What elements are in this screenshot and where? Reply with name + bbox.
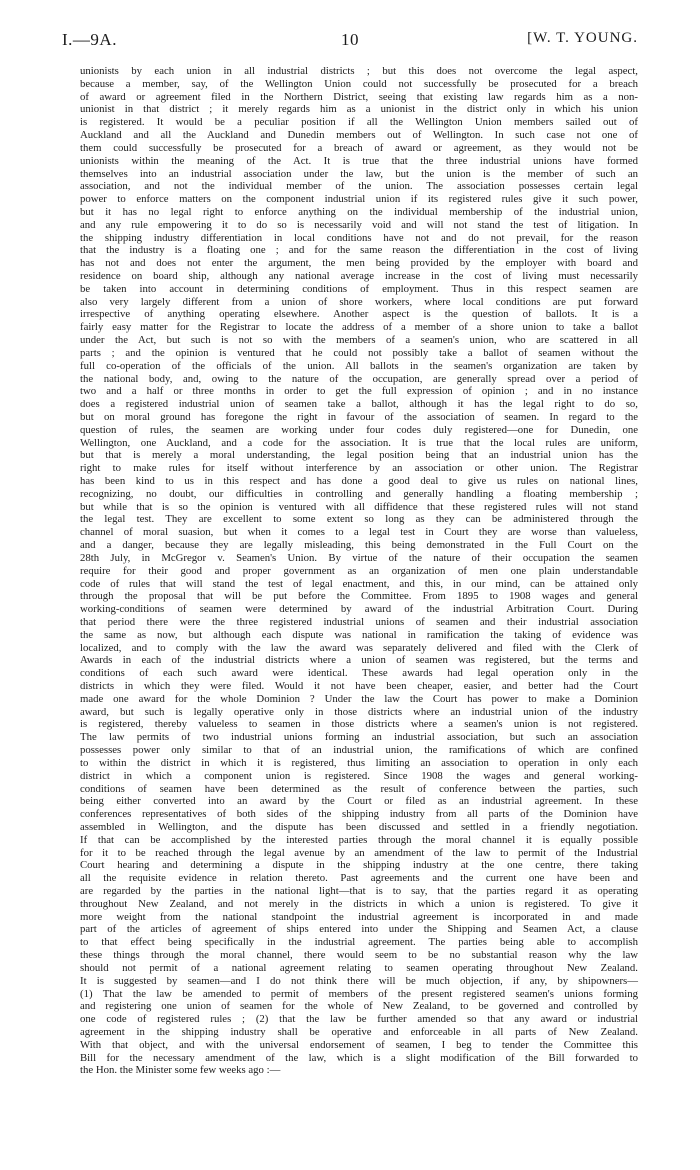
text-line: power to enforce matters on the component industrial union if its registered rules give it such power, (80, 193, 638, 206)
text-line: channel of moral suasion, but when it comes to a legal test in Court they are worse than valueless, (80, 526, 638, 539)
text-line: of award or agreement filed in the Northern District, seeing that existing law regards him as a non- (80, 90, 638, 103)
text-line: the legal test. They are excellent to some extent so long as they can be administered through the (80, 513, 638, 526)
text-line: Wellington, one Auckland, and a code for the association. It is true that the local rules are uniform, (80, 436, 638, 449)
text-line: The law permits of two industrial unions forming an industrial association, but such an association (80, 731, 638, 744)
text-line: the national body, and, owing to the nature of the occupation, are generally spread over a period of (80, 372, 638, 385)
document-reference: I.—9A. (62, 30, 117, 49)
text-line: assembled in Wellington, and the dispute has been discussed and settled in a friendly negotiation. (80, 820, 638, 833)
text-line: and registering one union of seamen for the whole of New Zealand, to be governed and controlled by (80, 1000, 638, 1013)
text-line: the Hon. the Minister some few weeks ago :— (80, 1064, 281, 1077)
text-line: conditions of seamen have been determined as the result of conference between the parties, such (80, 782, 638, 795)
text-line: throughout New Zealand, and not merely in the districts in which a union is registered. To give it (80, 897, 638, 910)
text-line: unionists by each union in all industrial districts ; but this does not overcome the legal aspect, (80, 65, 638, 77)
text-line: require for their good and proper government as an organization of men one plain understandable (80, 564, 638, 577)
text-line: is registered, thereby valueless to seamen in those districts where a seamen's union is not registered. (80, 718, 638, 731)
text-line: be taken into account in determining conditions of employment. Thus in this respect seamen are (80, 282, 638, 295)
text-line: all the requisite evidence in relation thereto. Past agreements and the current one have been and (80, 872, 638, 885)
text-line: conditions of each such award were identical. These awards had legal operation only in the (80, 667, 638, 680)
text-line: under the Act, but such is not so with the members of a seamen's union, who are scattered in all (80, 334, 638, 347)
text-line: With that object, and with the universal endorsement of seamen, I beg to tender the Committee this (80, 1038, 638, 1051)
text-line: Awards in each of the industrial districts where a union of seamen was registered, but the terms and (80, 654, 638, 667)
text-line: code of rules that will stand the test of legal enactment, and this, in our mind, can be attained only (80, 577, 638, 590)
text-line: because a member, say, of the Wellington Union could not successfully be prosecuted for a breach (80, 77, 638, 90)
text-line: does a registered industrial union of seamen take a ballot, although it has the legal right to do so, (80, 398, 638, 411)
text-line: but that is merely a moral understanding, the legal position being that an industrial union has the (80, 449, 638, 462)
text-line: through the proposal that will be put before the Committee. From 1895 to 1908 wages and general (80, 590, 638, 603)
text-line: association, and not the individual member of the union. The association possesses certain legal (80, 180, 638, 193)
text-line: part of the articles of agreement of ships entered into under the Shipping and Seamen Act, a clause (80, 923, 638, 936)
text-line: has not and does not enter the argument, the men being provided by the employer with board and (80, 257, 638, 270)
text-line: irrespective of anything operating elsewhere. Another aspect is the question of ballots. It is a (80, 308, 638, 321)
text-line: one code of registered rules ; (2) that the law be further amended so that any award or industrial (80, 1013, 638, 1026)
text-line: that period there were the three registered industrial unions of seamen and their industrial association (80, 615, 638, 628)
text-line: right to make rules for itself without interference by an association or other union. The Registrar (80, 462, 638, 475)
text-line: has been kind to us in this respect and has done a good deal to give us rules on national lines, (80, 475, 638, 487)
text-line: recognizing, no doubt, our difficulties in controlling and generally handling a floating membership ; (80, 487, 638, 500)
text-line: them could successfully be prosecuted for a breach of award or agreement, as they would not be (80, 141, 638, 154)
text-line: to within the district in which it is registered, thus limiting an association to operation in only each (80, 756, 638, 769)
text-line: more weight from the national standpoint the industrial agreement is incorporated in and made (80, 910, 638, 923)
text-line: these things through the moral channel, there would seem to be no substantial reason why the law (80, 949, 638, 962)
witness-name: [W. T. YOUNG. (527, 30, 638, 46)
text-line: and a danger, because they are legally misleading, this being demonstrated in the Full Court on the (80, 539, 638, 552)
text-line: to that effect being specifically in the industrial agreement. The parties being able to accomplish (80, 936, 638, 949)
text-line: the shipping industry differentiation in local conditions have not and do not prevail, for the reason (80, 231, 638, 244)
text-line: Auckland and all the Auckland and Dunedin members out of Wellington. In such case not one of (80, 129, 638, 142)
text-line: If that can be accomplished by the interested parties through the moral channel it is equally possible (80, 833, 638, 846)
page-number: 10 (341, 30, 359, 49)
text-line: made one award for the whole Dominion ? Under the law the Court has power to make a Dominion (80, 692, 638, 705)
text-line: for it to be reached through the legal avenue by an amendment of the law to permit of the Industrial (80, 846, 638, 859)
text-line: localized, and to comply with the law the award was separately delivered and filed with the Clerk of (80, 641, 638, 654)
text-line: award, but such is legally operative only in those districts where an industrial union of the industry (80, 705, 638, 718)
text-line: parts ; and the opinion is ventured that he could not possibly take a ballot of seamen without the (80, 346, 638, 359)
text-line: full co-operation of the officials of the union. All ballots in the seamen's organization are taken by (80, 359, 638, 372)
text-line: fairly easy matter for the Registrar to locate the address of a member of a shore union to take a ballot (80, 321, 638, 334)
text-line: also very largely different from a union of shore workers, where local conditions are put forward (80, 295, 638, 308)
text-line: 28th July, in McGregor v. Seamen's Union. By virtue of the nature of their occupation the seamen (80, 551, 638, 564)
text-line: and any rule empowering it to do so is necessarily void and will not stand the test of litigation. In (80, 218, 638, 231)
text-line: possesses power only similar to that of an industrial union, the ramifications of which are confined (80, 744, 638, 757)
text-line: themselves into an industrial association under the law, but the union is the member of such an (80, 167, 638, 180)
text-line: Bill for the necessary amendment of the law, which is a slight modification of the Bill forwarded to (80, 1051, 638, 1064)
text-line: that the industry is a floating one ; and for the same reason the differentiation in the cost of living (80, 244, 638, 257)
text-line: residence on board ship, although any national average increase in the cost of living must necessarily (80, 270, 638, 282)
text-line: agreement in the shipping industry shall be operative and enforceable in all parts of New Zealand. (80, 1025, 638, 1038)
text-line: It is suggested by seamen—and I do not think there will be much objection, if any, by shipowners— (80, 974, 638, 987)
text-line: (1) That the law be amended to permit of members of the present registered seamen's unions forming (80, 987, 638, 1000)
text-line: but it has no legal right to enforce anything on the individual membership of the industrial union, (80, 205, 638, 218)
text-line: working-conditions of seamen were determined by award of the industrial Arbitration Court. During (80, 603, 638, 616)
text-line: is registered. It would be a peculiar position if all the Wellington Union members sailed out of (80, 116, 638, 129)
text-line: question of rules, the seamen are working under four codes duly registered—one for Dunedin, one (80, 423, 638, 436)
text-line: but on moral ground has foregone the right in favour of the association of seamen. In regard to the (80, 410, 638, 423)
text-line: districts in which they were filed. Would it not have been cheaper, easier, and better had the Court (80, 680, 638, 692)
text-line: but while that is so the opinion is ventured with all diffidence that these registered rules will not stand (80, 500, 638, 513)
text-line: conferences representatives of both sides of the shipping industry from all parts of the Dominion have (80, 808, 638, 821)
page-header (62, 30, 638, 56)
text-line: unionist in that district ; it merely regards him as a unionist in the district only in which his union (80, 103, 638, 116)
text-line: being either converted into an award by the Court or filed as an industrial agreement. In these (80, 795, 638, 808)
text-line: two and a half or three months in order to get the full expression of opinion ; and in no instance (80, 385, 638, 398)
text-line: the same as now, but although each dispute was national in ramification the taking of evidence was (80, 628, 638, 641)
text-line: unionists within the meaning of the Act. It is true that the three industrial unions have formed (80, 154, 638, 167)
body-text (80, 65, 638, 1077)
text-line: Court hearing and determining a dispute in the shipping industry at the one centre, there taking (80, 859, 638, 872)
text-line: district in which a component union is registered. Since 1908 the wages and general working- (80, 769, 638, 782)
text-line: are regarded by the parties in the national light—that is to say, that the parties regard it as operating (80, 885, 638, 897)
text-line: should not permit of a national agreement relating to seamen operating throughout New Zealand. (80, 961, 638, 974)
